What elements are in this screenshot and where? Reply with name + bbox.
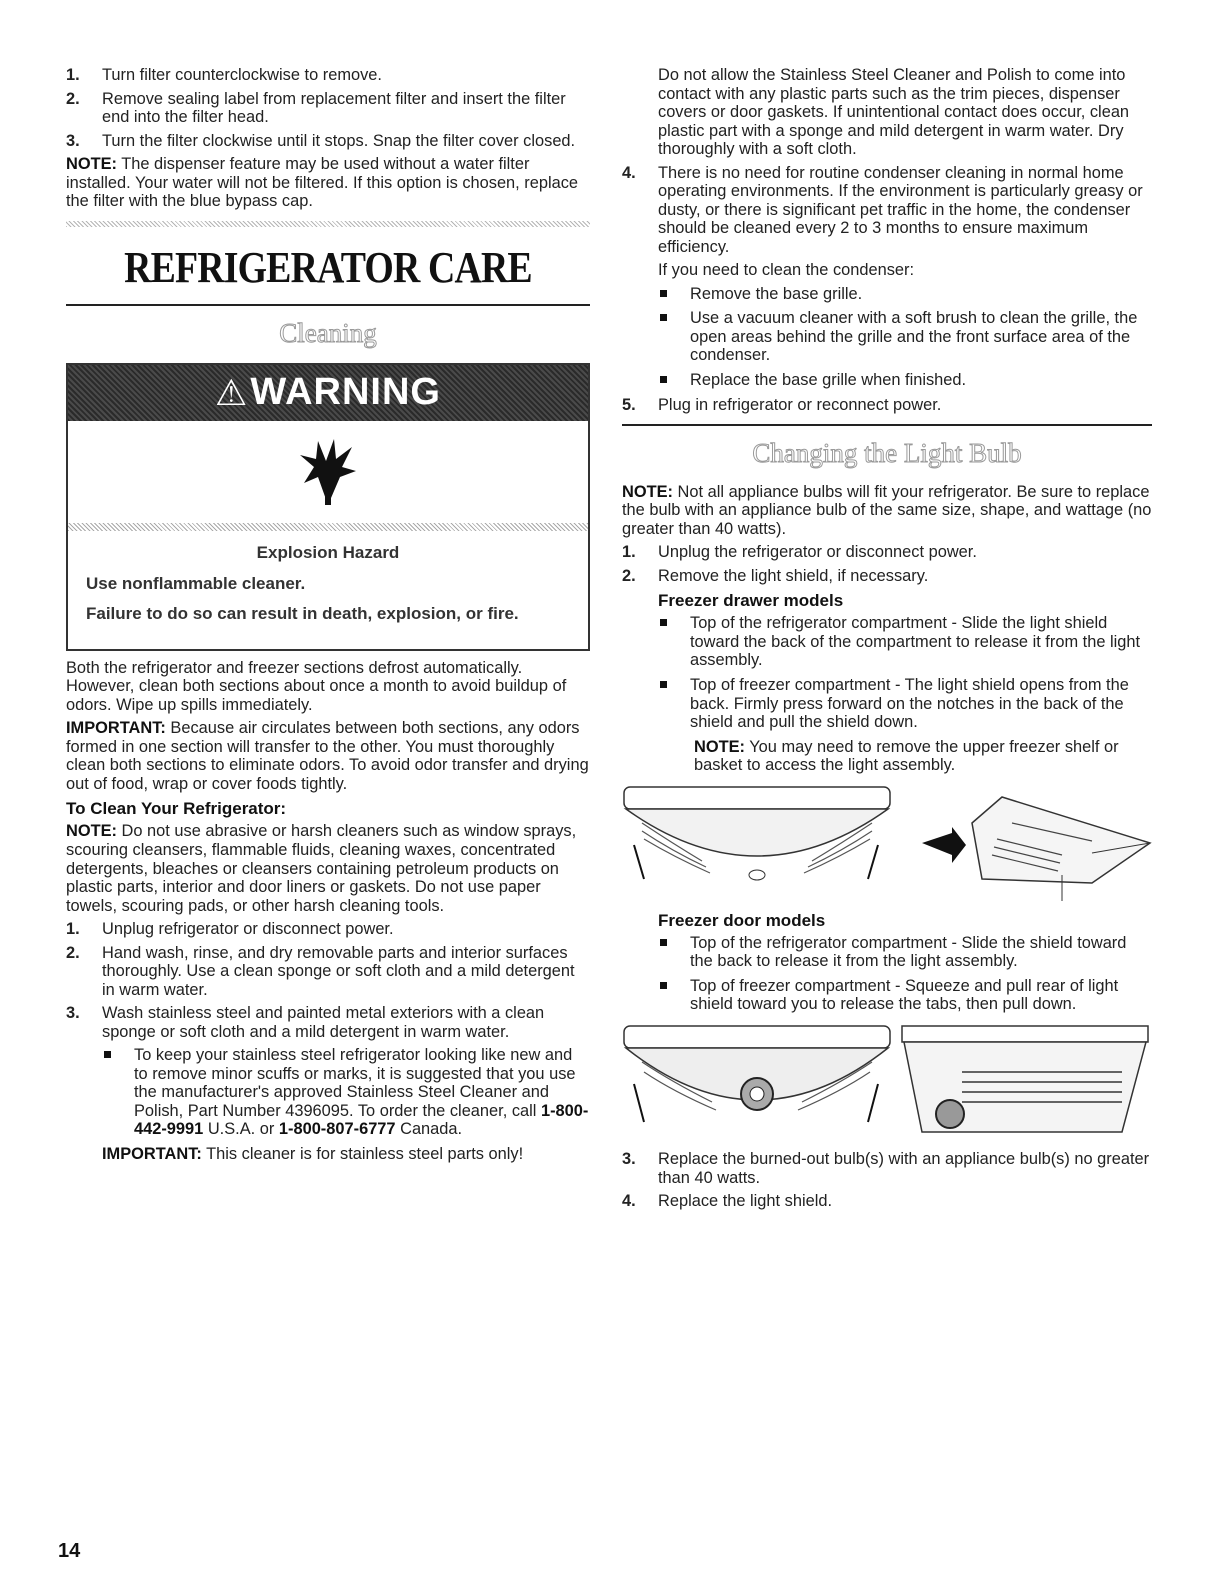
- list-item: 2. Remove the light shield, if necessary.: [622, 566, 929, 585]
- bullet-item: Use a vacuum cleaner with a soft brush to clean the grille, the open areas behind the grille and the front surface area of the condenser.: [658, 309, 1152, 365]
- warning-header: ⚠ WARNING: [68, 365, 588, 421]
- hatched-divider: [66, 221, 590, 227]
- note-paragraph: NOTE: You may need to remove the upper freezer shelf or basket to access the light assembly.: [694, 737, 1119, 775]
- important-paragraph: IMPORTANT: Because air circulates between both sections, any odors formed in one section will transfer to the other. You must thoroughly clean both sections to eliminate odors. To avoid odor transfer and drying out of food, wrap or cover foods tightly.: [66, 719, 589, 793]
- list-item: 2. Remove sealing label from replacement filter and insert the filter end into the filter head.: [66, 89, 566, 127]
- warning-triangle-icon: ⚠: [215, 371, 249, 413]
- note-paragraph: NOTE: Do not use abrasive or harsh cleaners such as window sprays, scouring cleansers, flammable fluids, cleaning waxes, concentrated detergents, bleaches or cleansers containing petroleum products on plastic parts, interior and door liners or gaskets. Do not use paper towels, scouring pads, or other harsh cleaning tools.: [66, 822, 577, 915]
- list-item: 1. Turn filter counterclockwise to remove.: [66, 66, 382, 84]
- phone-ca: 1-800-807-6777: [278, 1120, 396, 1139]
- list-item: 1. Unplug the refrigerator or disconnect power.: [622, 543, 977, 562]
- bullet-item: Top of the refrigerator compartment - Slide the light shield toward the back of the compartment to release it from the light assembly.: [658, 614, 1152, 670]
- warning-body: [68, 531, 588, 649]
- list-item: 3. Replace the burned-out bulb(s) with an appliance bulb(s) no greater than 40 watts.: [622, 1149, 1150, 1187]
- list-item: 5. Plug in refrigerator or reconnect power.: [622, 395, 942, 414]
- door-light-shield-illustration: [622, 1022, 1152, 1142]
- section-rule: [66, 304, 590, 306]
- explosion-icon-area: [68, 421, 588, 523]
- note-paragraph: NOTE: Not all appliance bulbs will fit your refrigerator. Be sure to replace the bulb with an appliance bulb of the same size, shape, and wattage (no greater than 40 watts).: [622, 482, 1152, 538]
- drawer-heading: Freezer drawer models: [658, 591, 844, 611]
- phone-us: 1-800-442-9991: [134, 1101, 589, 1139]
- subsection-title: Cleaning: [279, 318, 377, 349]
- list-item: 4. There is no need for routine condenser cleaning in normal home operating environments. If the environment is particularly greasy or dusty, or there is significant pet traffic in the home, the condenser should be cleaned every 2 to 3 months to ensure maximum efficiency.: [622, 163, 1143, 256]
- bullet-item: Top of the refrigerator compartment - Slide the shield toward the back to release it from the light assembly.: [658, 934, 1152, 971]
- paragraph: Both the refrigerator and freezer sections defrost automatically. However, clean both sections about once a month to avoid buildup of odors. Wipe up spills immediately.: [66, 658, 567, 714]
- right-column: [622, 66, 1152, 1216]
- section-title: REFRIGERATOR CARE: [124, 242, 532, 292]
- list-item: 2. Hand wash, rinse, and dry removable parts and interior surfaces thoroughly. Use a clean sponge or soft cloth and a mild detergent in warm water.: [66, 943, 575, 999]
- warning-separator: [68, 523, 588, 531]
- note-paragraph: NOTE: The dispenser feature may be used without a water filter installed. Your water will not be filtered. If this option is chosen, replace the filter with the blue bypass cap.: [66, 155, 579, 211]
- bullet-item: To keep your stainless steel refrigerator looking like new and to remove minor scuffs or marks, it is suggested that you use the manufacturer's approved Stainless Steel Cleaner and Polish, Part Number 4396095. To order the cleaner, call 1-800-442-9991 U.S.A. or 1-800-807-6777 Canada.: [102, 1046, 590, 1139]
- explosion-icon: [298, 437, 358, 507]
- page-number: 14: [58, 1540, 81, 1562]
- warning-box: [66, 363, 590, 651]
- bullet-item: Replace the base grille when finished.: [658, 371, 1152, 390]
- list-item: 1. Unplug refrigerator or disconnect power.: [66, 920, 394, 939]
- warning-line: Failure to do so can result in death, explosion, or fire.: [86, 604, 519, 624]
- paragraph: If you need to clean the condenser:: [658, 261, 915, 280]
- clean-heading: To Clean Your Refrigerator:: [66, 799, 287, 819]
- important-paragraph: IMPORTANT: This cleaner is for stainless steel parts only!: [102, 1144, 524, 1163]
- subsection-title: Changing the Light Bulb: [752, 438, 1022, 469]
- list-item: 3. Turn the filter clockwise until it stops. Snap the filter cover closed.: [66, 131, 576, 150]
- hazard-title: Explosion Hazard: [256, 542, 400, 562]
- left-column: [66, 66, 590, 1169]
- drawer-light-shield-illustration: [622, 783, 1152, 903]
- paragraph: Do not allow the Stainless Steel Cleaner and Polish to come into contact with any plastic parts such as the trim pieces, dispenser covers or door gaskets. If unintentional contact does occur, clean plastic part with a sponge and mild detergent in warm water. Dry thoroughly with a soft cloth.: [658, 66, 1130, 159]
- list-item: 4. Replace the light shield.: [622, 1192, 833, 1211]
- bullet-item: Top of freezer compartment - The light shield opens from the back. Firmly press forward on the notches in the back of the shield and pull the shield down.: [658, 676, 1152, 732]
- section-rule: [622, 424, 1152, 426]
- warning-line: Use nonflammable cleaner.: [86, 574, 306, 594]
- bullet-item: Remove the base grille.: [658, 285, 1152, 304]
- list-item: 3. Wash stainless steel and painted metal exteriors with a clean sponge or soft cloth and a mild detergent in warm water.: [66, 1004, 545, 1041]
- door-heading: Freezer door models: [658, 910, 826, 930]
- bullet-item: Top of freezer compartment - Squeeze and pull rear of light shield toward you to release the tabs, then pull down.: [658, 977, 1152, 1014]
